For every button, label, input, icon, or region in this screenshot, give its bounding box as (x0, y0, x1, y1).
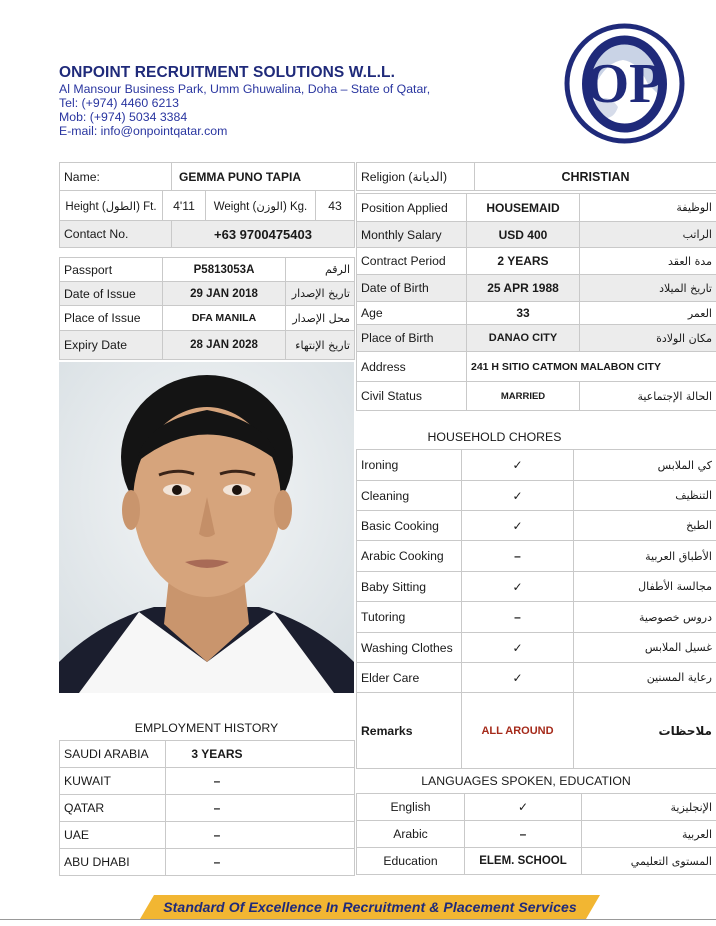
table-row (60, 331, 355, 360)
footer-divider (0, 919, 716, 920)
table-row (60, 282, 355, 306)
education-value: ELEM. SCHOOL (465, 848, 582, 875)
employment-title: EMPLOYMENT HISTORY (134, 721, 279, 735)
height-value: 4'11 (163, 191, 206, 221)
chore-washing-arabic: غسيل الملابس (574, 633, 716, 663)
chore-baby-sitting-arabic: مجالسة الأطفال (574, 572, 716, 602)
chore-arabic-cooking-mark: – (462, 541, 574, 572)
contract-arabic: مدة العقد (580, 248, 716, 275)
civil-arabic: الحالة الإجتماعية (580, 382, 716, 411)
details-table (356, 193, 716, 352)
position-value: HOUSEMAID (467, 194, 580, 222)
chore-washing-mark: ✓ (462, 633, 574, 663)
civil-value: MARRIED (467, 382, 580, 411)
religion-table (356, 162, 716, 191)
chore-elder-care-arabic: رعاية المسنين (574, 663, 716, 693)
address-label: Address (357, 352, 467, 382)
table-row (60, 741, 355, 768)
religion-label: Religion (الديانة) (357, 163, 475, 191)
table-row (60, 768, 355, 795)
employment-country: ABU DHABI (60, 849, 166, 876)
position-label: Position Applied (357, 194, 467, 222)
table-row (357, 248, 716, 275)
company-logo (563, 22, 686, 145)
issue-date-arabic: تاريخ الإصدار (286, 282, 355, 306)
expiry-label: Expiry Date (60, 331, 163, 360)
civil-table (356, 381, 716, 411)
chore-arabic-cooking-arabic: الأطباق العربية (574, 541, 716, 572)
table-row (357, 481, 716, 511)
issue-date-label: Date of Issue (60, 282, 163, 306)
age-label: Age (357, 302, 467, 325)
issue-place-value: DFA MANILA (163, 306, 286, 331)
remarks-value: ALL AROUND (462, 693, 574, 769)
education-label: Education (357, 848, 465, 875)
table-row (357, 302, 716, 325)
chores-title: HOUSEHOLD CHORES (427, 430, 562, 444)
dob-label: Date of Birth (357, 275, 467, 302)
passport-label: Passport (60, 258, 163, 282)
chore-elder-care-mark: ✓ (462, 663, 574, 693)
chore-baby-sitting-label: Baby Sitting (357, 572, 462, 602)
chore-arabic-cooking-label: Arabic Cooking (357, 541, 462, 572)
company-email: E-mail: info@onpointqatar.com (59, 124, 228, 138)
company-tel: Tel: (+974) 4460 6213 (59, 96, 179, 110)
birthplace-value: DANAO CITY (467, 325, 580, 352)
lang-arabic-label: Arabic (357, 821, 465, 848)
chore-basic-cooking-arabic: الطبخ (574, 511, 716, 541)
chore-cleaning-mark: ✓ (462, 481, 574, 511)
employment-years: – (166, 849, 355, 876)
issue-date-value: 29 JAN 2018 (163, 282, 286, 306)
slogan-text: Standard Of Excellence In Recruitment & Placement Services (163, 899, 577, 915)
contact-value: +63 9700475403 (172, 221, 355, 248)
chore-cleaning-label: Cleaning (357, 481, 462, 511)
lang-english-value: ✓ (465, 794, 582, 821)
salary-arabic: الراتب (580, 222, 716, 248)
table-row (357, 602, 716, 633)
name-value: GEMMA PUNO TAPIA (172, 163, 355, 191)
table-row (357, 450, 716, 481)
table-row (60, 306, 355, 331)
position-arabic: الوظيفة (580, 194, 716, 222)
company-header (59, 64, 430, 138)
employment-years: – (166, 822, 355, 849)
table-row (357, 794, 716, 821)
table-row (357, 325, 716, 352)
table-row (357, 541, 716, 572)
lang-english-arabic: الإنجليزية (582, 794, 716, 821)
table-row (357, 275, 716, 302)
table-row (357, 194, 716, 222)
lang-arabic-arabic: العربية (582, 821, 716, 848)
religion-value: CHRISTIAN (475, 163, 716, 191)
issue-place-label: Place of Issue (60, 306, 163, 331)
dob-value: 25 APR 1988 (467, 275, 580, 302)
employment-country: SAUDI ARABIA (60, 741, 166, 768)
lang-english-label: English (357, 794, 465, 821)
company-name: ONPOINT RECRUITMENT SOLUTIONS W.L.L. (59, 64, 395, 81)
table-row (357, 511, 716, 541)
table-row (357, 633, 716, 663)
salary-value: USD 400 (467, 222, 580, 248)
chore-tutoring-arabic: دروس خصوصية (574, 602, 716, 633)
dob-arabic: تاريخ الميلاد (580, 275, 716, 302)
employment-years: 3 YEARS (166, 741, 355, 768)
languages-table (356, 793, 716, 875)
chore-elder-care-label: Elder Care (357, 663, 462, 693)
company-mob: Mob: (+974) 5034 3384 (59, 110, 188, 124)
table-row (357, 693, 716, 769)
candidate-photo (59, 362, 354, 693)
salary-label: Monthly Salary (357, 222, 467, 248)
expiry-value: 28 JAN 2028 (163, 331, 286, 360)
remarks-arabic: ملاحظات (574, 693, 716, 769)
chore-washing-label: Washing Clothes (357, 633, 462, 663)
address-table (356, 351, 716, 382)
name-label: Name: (60, 163, 172, 191)
chore-basic-cooking-label: Basic Cooking (357, 511, 462, 541)
issue-place-arabic: محل الإصدار (286, 306, 355, 331)
contact-table (59, 220, 355, 248)
employment-country: QATAR (60, 795, 166, 822)
birthplace-arabic: مكان الولادة (580, 325, 716, 352)
portrait-image (59, 362, 354, 693)
age-value: 33 (467, 302, 580, 325)
civil-label: Civil Status (357, 382, 467, 411)
contract-label: Contract Period (357, 248, 467, 275)
weight-value: 43 (316, 191, 355, 221)
chore-baby-sitting-mark: ✓ (462, 572, 574, 602)
passport-value: P5813053A (163, 258, 286, 282)
logo-letter: OP (585, 53, 664, 115)
age-arabic: العمر (580, 302, 716, 325)
table-row (357, 222, 716, 248)
table-row (357, 663, 716, 693)
table-row (60, 849, 355, 876)
birthplace-label: Place of Birth (357, 325, 467, 352)
passport-table (59, 257, 355, 360)
chores-table (356, 449, 716, 769)
chore-cleaning-arabic: التنظيف (574, 481, 716, 511)
chore-ironing-label: Ironing (357, 450, 462, 481)
height-label: Height (الطول) Ft. (60, 191, 163, 221)
employment-years: – (166, 795, 355, 822)
contract-value: 2 YEARS (467, 248, 580, 275)
employment-years: – (166, 768, 355, 795)
employment-country: KUWAIT (60, 768, 166, 795)
table-row (60, 822, 355, 849)
remarks-label: Remarks (357, 693, 462, 769)
expiry-arabic: تاريخ الإنتهاء (286, 331, 355, 360)
employment-table (59, 740, 355, 876)
name-table (59, 162, 355, 191)
passport-arabic: الرقم (286, 258, 355, 282)
chore-tutoring-label: Tutoring (357, 602, 462, 633)
languages-title: LANGUAGES SPOKEN, EDUCATION (421, 774, 631, 788)
table-row (60, 795, 355, 822)
chore-tutoring-mark: – (462, 602, 574, 633)
measure-table (59, 190, 355, 221)
chore-ironing-arabic: كي الملابس (574, 450, 716, 481)
employment-country: UAE (60, 822, 166, 849)
address-value: 241 H SITIO CATMON MALABON CITY (467, 352, 716, 382)
contact-label: Contact No. (60, 221, 172, 248)
table-row (357, 848, 716, 875)
education-arabic: المستوى التعليمي (582, 848, 716, 875)
chore-ironing-mark: ✓ (462, 450, 574, 481)
chore-basic-cooking-mark: ✓ (462, 511, 574, 541)
table-row (357, 821, 716, 848)
weight-label: Weight (الوزن) Kg. (206, 191, 316, 221)
company-address: Al Mansour Business Park, Umm Ghuwalina, Doha – State of Qatar, (59, 82, 431, 96)
table-row (357, 572, 716, 602)
lang-arabic-value: – (465, 821, 582, 848)
table-row (60, 258, 355, 282)
